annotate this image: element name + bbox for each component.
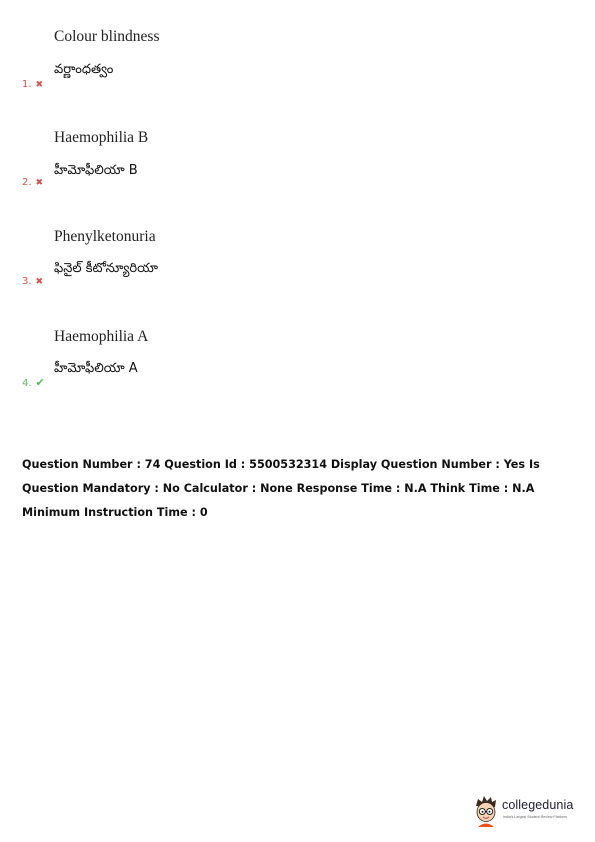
option-4-english: Haemophilia A: [54, 328, 149, 345]
check-icon: ✔: [35, 376, 45, 389]
option-2-label: 2.: [22, 177, 32, 188]
option-1-telugu: వర్ణాంధత్వం: [54, 62, 114, 77]
option-4-number: [22, 376, 45, 389]
option-3-english: Phenylketonuria: [54, 228, 156, 245]
mascot-icon: [472, 794, 500, 828]
logo-tagline: India's Largest Student Review Platform: [503, 815, 567, 819]
option-1-label: 1.: [22, 79, 32, 90]
cross-icon: ✖: [35, 80, 44, 90]
option-1-number: [22, 79, 43, 90]
option-3-label: 3.: [22, 276, 32, 287]
logo-name: collegedunia: [502, 798, 574, 812]
cross-icon: ✖: [35, 178, 44, 188]
option-2-telugu: హీమోఫీలియా B: [54, 163, 138, 178]
question-info: Question Number : 74 Question Id : 5500532314 Display Question Number : Yes Is Question Mandatory : No Calculator : None Response Time : N.A Think Time : N.A Minimum Instruction Time : 0: [22, 458, 540, 519]
collegedunia-logo: [472, 792, 590, 832]
option-3-telugu: ఫినైల్ కీటోన్యూరియా: [54, 261, 159, 276]
option-3-number: [22, 276, 43, 287]
option-4-telugu: హీమోఫీలియా A: [54, 361, 138, 376]
option-2-number: [22, 177, 43, 188]
option-2-english: Haemophilia B: [54, 129, 149, 146]
option-1-english: Colour blindness: [54, 28, 160, 45]
cross-icon: ✖: [35, 277, 44, 287]
option-4-label: 4.: [22, 378, 32, 389]
